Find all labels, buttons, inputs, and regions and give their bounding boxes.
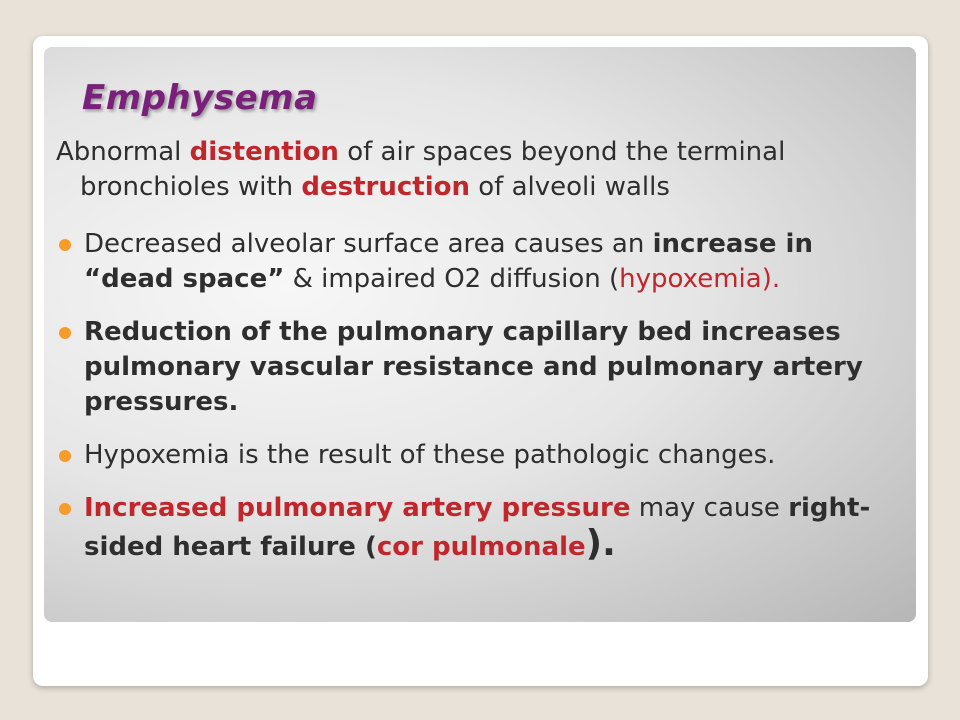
bullet-4-closing: ).	[585, 523, 616, 564]
intro-text-3: of alveoli walls	[469, 172, 670, 202]
bullet-2-text: Reduction of the pulmonary capillary bed increases pulmonary vascular resistance and pulmonary artery pressures.	[84, 317, 863, 417]
bullet-3-text: Hypoxemia is the result of these pathologic changes.	[84, 440, 776, 470]
bullet-dot-icon	[59, 450, 71, 462]
bullet-1-text-1: Decreased alveolar surface area causes an	[84, 229, 653, 259]
bullet-1-bold: increase in “dead space”	[84, 229, 813, 294]
intro-paragraph	[56, 135, 906, 205]
bullet-4-text-1: may cause	[630, 493, 789, 523]
bullet-1-hypoxemia: hypoxemia).	[619, 264, 781, 294]
bullet-1-text-2: & impaired O2 diffusion (	[284, 264, 620, 294]
intro-text-1: Abnormal	[56, 137, 190, 167]
bullet-dot-icon	[59, 239, 71, 251]
bullet-dot-icon	[59, 327, 71, 339]
bullet-4-bold: right-sided heart failure (	[84, 493, 871, 562]
bullet-4-red-bold: Increased pulmonary artery pressure	[84, 493, 631, 523]
bullet-item-capillary-bed	[56, 315, 906, 420]
bullet-4-cor-pulmonale: cor pulmonale	[376, 532, 586, 562]
bullet-item-dead-space	[56, 227, 906, 297]
slide-title: Emphysema	[82, 78, 318, 118]
bullet-item-hypoxemia	[56, 438, 906, 473]
intro-term-distention: distention	[189, 137, 339, 167]
slide-content	[56, 135, 906, 583]
bullet-item-heart-failure	[56, 491, 906, 565]
intro-text-2: of air spaces beyond the terminal bronchioles with	[80, 137, 786, 202]
intro-term-destruction: destruction	[301, 172, 470, 202]
bullet-dot-icon	[59, 503, 71, 515]
